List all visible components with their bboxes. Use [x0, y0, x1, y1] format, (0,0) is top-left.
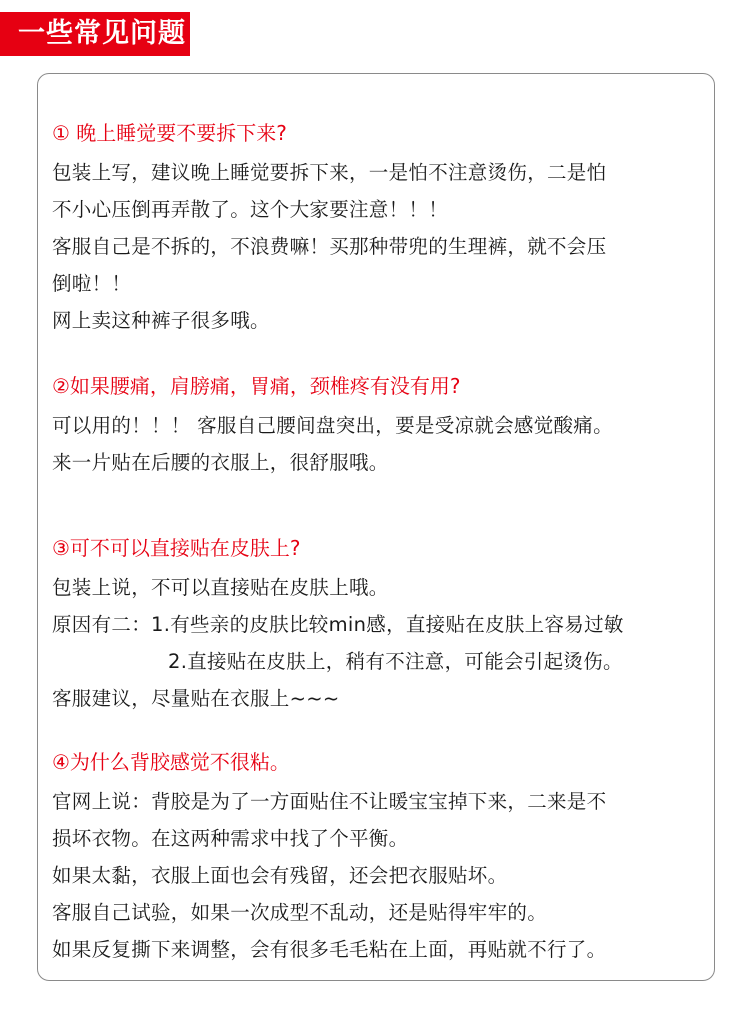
faq-answer-line: 官网上说：背胶是为了一方面贴住不让暖宝宝掉下来，二来是不 [52, 790, 607, 813]
faq-answer-line: 可以用的！！！ 客服自己腰间盘突出，要是受凉就会感觉酸痛。 [52, 414, 613, 437]
faq-item-1 [52, 120, 704, 345]
faq-question: ②如果腰痛，肩膀痛，胃痛，颈椎疼有没有用? [52, 374, 461, 398]
faq-item-3 [52, 535, 704, 723]
faq-answer-line: 如果太黏，衣服上面也会有残留，还会把衣服贴坏。 [52, 864, 508, 887]
faq-answer-line: 倒啦！！ [52, 272, 132, 295]
section-header-badge [0, 12, 190, 56]
faq-answer-line: 客服自己试验，如果一次成型不乱动，还是贴得牢牢的。 [52, 901, 548, 924]
faq-answer-line: 如果反复撕下来调整，会有很多毛毛粘在上面，再贴就不行了。 [52, 938, 607, 961]
faq-answer-line: 客服自己是不拆的，不浪费嘛！买那种带兜的生理裤，就不会压 [52, 235, 607, 258]
faq-answer-line: 包装上写，建议晚上睡觉要拆下来，一是怕不注意烫伤，二是怕 [52, 161, 607, 184]
faq-question: ③可不可以直接贴在皮肤上? [52, 536, 301, 560]
faq-question: ④为什么背胶感觉不很粘。 [52, 750, 290, 774]
faq-item-4 [52, 749, 704, 974]
faq-answer-line: 不小心压倒再弄散了。这个大家要注意！！！ [52, 198, 449, 221]
section-header-title: 一些常见问题 [18, 18, 186, 49]
faq-answer-line: 损坏衣物。在这两种需求中找了个平衡。 [52, 827, 409, 850]
faq-question: ① 晚上睡觉要不要拆下来? [52, 121, 287, 145]
faq-answer-line: 来一片贴在后腰的衣服上，很舒服哦。 [52, 451, 389, 474]
faq-card [37, 73, 715, 981]
faq-answer-line: 客服建议，尽量贴在衣服上~~~ [52, 687, 340, 710]
faq-answer-line: 2.直接贴在皮肤上，稍有不注意，可能会引起烫伤。 [168, 650, 623, 673]
faq-answer-line: 网上卖这种裤子很多哦。 [52, 309, 270, 332]
faq-item-2 [52, 373, 704, 487]
faq-answer-line: 原因有二：1.有些亲的皮肤比较min感，直接贴在皮肤上容易过敏 [52, 613, 624, 636]
faq-answer-line: 包装上说，不可以直接贴在皮肤上哦。 [52, 576, 389, 599]
